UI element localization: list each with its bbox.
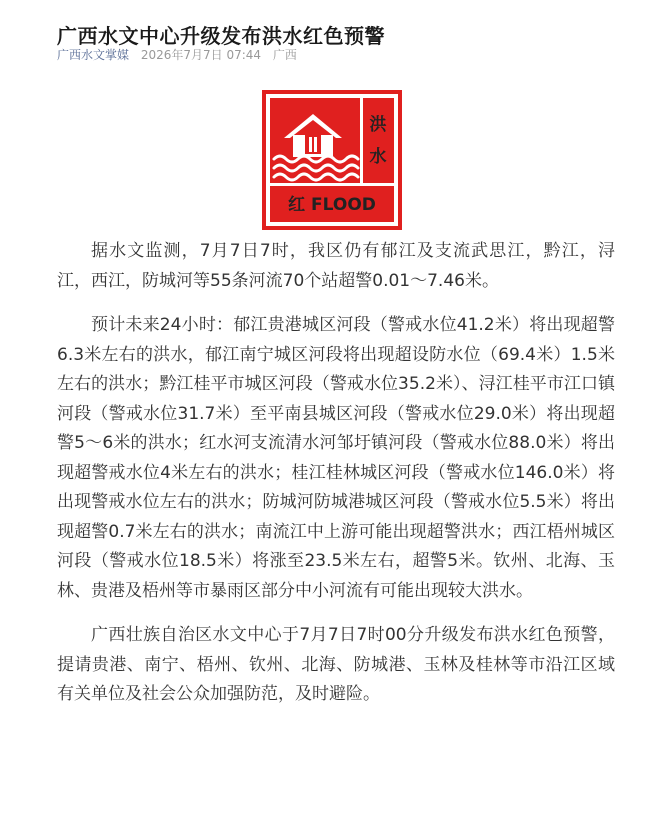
article-meta (57, 46, 297, 63)
publish-location: 广西 (272, 48, 297, 62)
flood-red-warning-icon (262, 90, 402, 230)
publish-time: 2026年7月7日 07:44 (140, 48, 262, 62)
badge-side-text-2: 水 (369, 147, 387, 167)
source-link[interactable]: 广西水文掌媒 (57, 48, 130, 62)
paragraph: 广西壮族自治区水文中心于7月7日7时00分升级发布洪水红色预警，提请贵港、南宁、梧州、钦州、北海、防城港、玉林及桂林等市沿江区域有关单位及社会公众加强防范，及时避险。 (57, 625, 615, 704)
badge-side-text-1: 洪 (369, 115, 387, 135)
paragraph: 预计未来24小时：郁江贵港城区河段（警戒水位41.2米）将出现超警6.3米左右的洪水，郁江南宁城区河段将出现超设防水位（69.4米）1.5米左右的洪水；黔江桂平市城区河段（警戒水位35.2米）、浔江桂平市江口镇河段（警戒水位31.7米）至平南县城区河段（警戒水位29.0米）将出现超警5～6米的洪水；红水河支流清水河邹圩镇河段（警戒水位88.0米）将出现超警戒水位4米左右的洪水；桂江桂林城区河段（警戒水位146.0米）将出现警戒水位左右的洪水；防城河防城港城区河段（警戒水位5.5米）将出现超警0.7米左右的洪水；南流江中上游可能出现超警洪水；西江梧州城区河段（警戒水位18.5米）将涨至23.5米左右，超警5米。钦州、北海、玉林、贵港及梧州等市暴雨区部分中小河流有可能出现较大洪水。 (57, 315, 615, 601)
article-body (57, 237, 615, 725)
article-title: 广西水文中心升级发布洪水红色预警 (57, 24, 385, 49)
badge-bottom-text: 红 FLOOD (288, 195, 376, 215)
paragraph: 据水文监测，7月7日7时，我区仍有郁江及支流武思江，黔江，浔江，西江，防城河等55条河流70个站超警0.01～7.46米。 (57, 241, 615, 291)
